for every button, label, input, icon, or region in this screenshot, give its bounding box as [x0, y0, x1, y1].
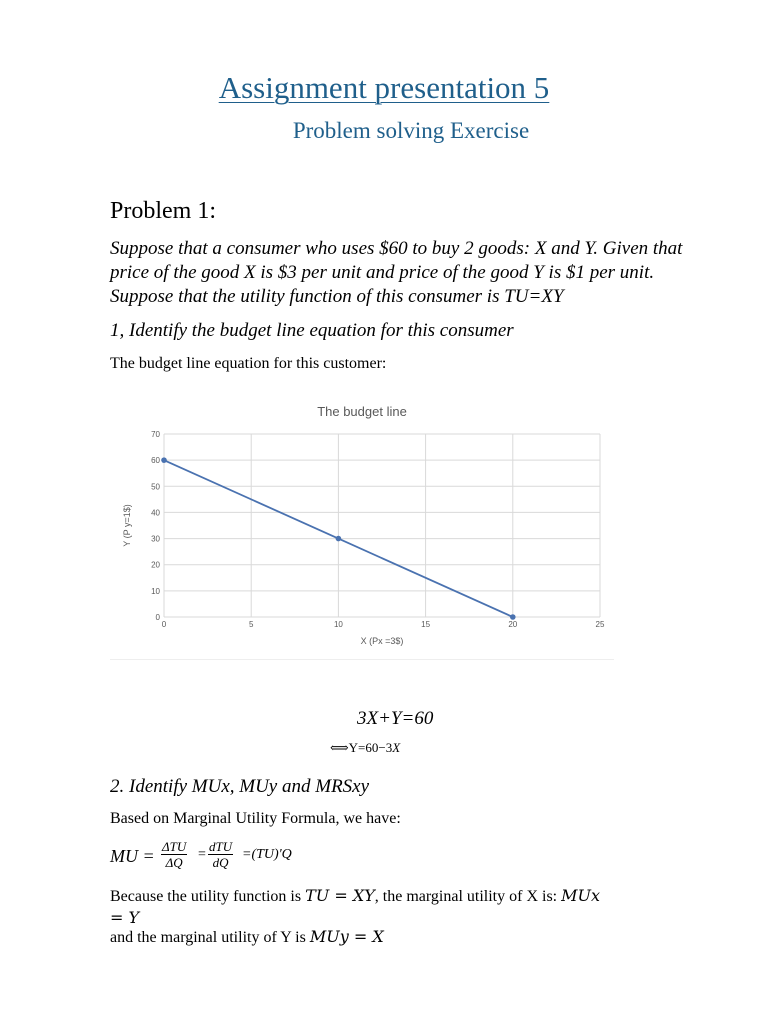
budget-intro-text: The budget line equation for this customer: — [110, 355, 387, 372]
and-text: and the marginal utility of Y is — [110, 929, 310, 946]
y-tick-label: 40 — [151, 508, 160, 518]
muy-math: MUy = X — [309, 927, 384, 946]
x-axis-label: X (Px =3$) — [360, 636, 404, 646]
mux-equals-math: = Y — [110, 908, 140, 927]
data-point — [336, 536, 342, 542]
mu-formula-equals: = — [198, 847, 206, 862]
mux-math: MUx — [561, 886, 601, 905]
x-tick-label: 5 — [248, 620, 254, 629]
y-tick-label: 0 — [155, 613, 160, 622]
y-tick-label: 70 — [151, 430, 160, 439]
problem-heading: Problem 1: — [110, 198, 216, 224]
mu-fraction-delta-den: ΔQ — [165, 855, 183, 870]
chart-title: The budget line — [317, 404, 407, 419]
y-axis-label: Y (P y=1$) — [122, 504, 132, 547]
data-point — [161, 457, 167, 463]
document-title: Assignment presentation 5 — [218, 70, 550, 105]
chart-canvas — [110, 393, 614, 659]
mu-fraction-delta — [161, 839, 187, 871]
x-tick-label: 0 — [161, 620, 167, 629]
x-tick-label: 25 — [595, 620, 605, 629]
y-tick-label: 10 — [151, 586, 160, 596]
because-mid-text: , the marginal utility of X is: — [374, 888, 562, 905]
problem-statement: Suppose that a consumer who uses $60 to buy 2 goods: X and Y. Given that price of the good X is $3 per unit and price of the good Y is $1 per unit. Suppose that the utility function of this consumer is TU=XY — [110, 238, 683, 307]
x-tick-label: 10 — [333, 620, 343, 629]
budget-equation-solved-var: X — [392, 740, 401, 755]
y-tick-label: 60 — [151, 456, 160, 466]
marginal-utility-x-text — [110, 885, 706, 929]
document-subtitle: Problem solving Exercise — [292, 118, 530, 143]
question-1: 1, Identify the budget line equation for this consumer — [110, 320, 514, 341]
x-tick-label: 20 — [508, 620, 518, 629]
mu-intro-text: Based on Marginal Utility Formula, we have: — [110, 810, 401, 827]
y-tick-label: 20 — [151, 560, 160, 570]
x-tick-label: 15 — [421, 620, 431, 629]
mu-fraction-derivative-num: dTU — [209, 839, 233, 854]
y-tick-label: 30 — [151, 534, 160, 544]
mu-fraction-derivative-den: dQ — [212, 855, 229, 870]
budget-line-chart — [110, 393, 614, 660]
utility-function-math: TU = XY — [305, 886, 375, 905]
mu-fraction-derivative — [208, 839, 233, 871]
budget-equation-solved — [330, 740, 400, 756]
marginal-utility-y-text — [110, 927, 384, 947]
mu-fraction-delta-num: ΔTU — [162, 839, 187, 854]
because-text: Because the utility function is — [110, 888, 306, 905]
mu-formula — [110, 838, 410, 878]
mu-formula-lhs: MU = — [110, 846, 155, 866]
budget-equation-solved-prefix: ⟺Y=60−3 — [330, 740, 393, 755]
budget-equation: 3X+Y=60 — [357, 708, 434, 729]
question-2: 2. Identify MUx, MUy and MRSxy — [110, 776, 370, 797]
data-point — [510, 614, 516, 620]
mu-formula-rhs: =(TU)'Q — [242, 847, 292, 862]
y-tick-label: 50 — [151, 482, 160, 492]
